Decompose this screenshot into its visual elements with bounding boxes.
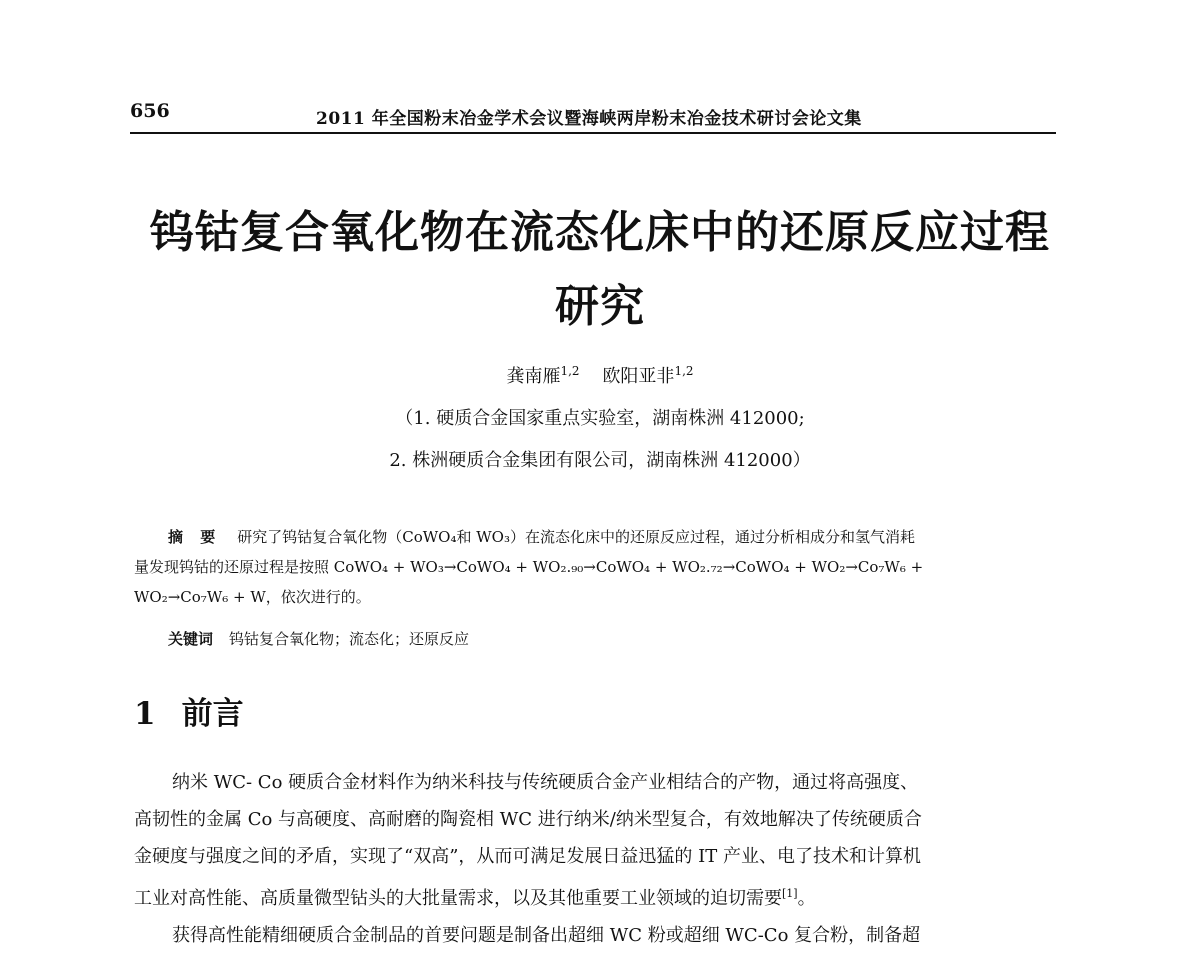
citation-ref[interactable]: [1] (782, 887, 798, 900)
section-heading (134, 688, 244, 733)
keywords (168, 628, 469, 649)
body-text-span: 。 (797, 888, 816, 909)
proceedings-title: 2011 年全国粉末冶金学术会议暨海峡两岸粉末冶金技术研讨会论文集 (316, 109, 862, 129)
body-line: 金硬度与强度之间的矛盾，实现了“双高”，从而可满足发展日益迅猛的 IT 产业、电了技术和计算机 (134, 846, 921, 867)
body-text-span: 工业对高性能、高质量微型钻头的大批量需求，以及其他重要工业领域的迫切需要 (134, 888, 782, 909)
affiliation-line: 2. 株洲硬质合金集团有限公司，湖南株洲 412000） (389, 450, 811, 471)
abstract-line: 量发现钨钴的还原过程是按照 CoWO₄ + WO₃→CoWO₄ + WO₂.₉₀→CoWO₄ + WO₂.₇₂→CoWO₄ + WO₂→Co₇W₆ + (134, 558, 924, 576)
body-line: 获得高性能精细硬质合金制品的首要问题是制备出超细 WC 粉或超细 WC-Co 复合粉，制备超 (172, 925, 921, 946)
author-name: 欧阳亚非 (602, 366, 675, 387)
author-affiliation-mark: 1,2 (674, 364, 694, 378)
abstract (134, 522, 1058, 612)
author-list (0, 362, 1200, 388)
abstract-label: 摘 要 (168, 528, 222, 546)
page-number: 656 (130, 100, 170, 122)
body-line (134, 875, 1058, 917)
abstract-line (134, 522, 1058, 552)
body-text (134, 764, 1058, 954)
paper-title (100, 196, 1100, 344)
body-line: 高韧性的金属 Co 与高硬度、高耐磨的陶瓷相 WC 进行纳米/纳米型复合，有效地解决了传统硬质合 (134, 809, 922, 830)
section-title: 前言 (181, 696, 244, 732)
affiliation-line: （1. 硬质合金国家重点实验室，湖南株洲 412000; (395, 408, 805, 429)
author-name: 龚南雁 (506, 366, 561, 387)
body-line: 纳米 WC- Co 硬质合金材料作为纳米科技与传统硬质合金产业相结合的产物，通过将高强度、 (172, 772, 919, 793)
paper-title-line1: 钨钴复合氧化物在流态化床中的还原反应过程 (150, 207, 1050, 258)
keywords-text: 钨钴复合氧化物；流态化；还原反应 (229, 630, 470, 648)
keywords-label: 关键词 (168, 630, 214, 648)
abstract-line: WO₂→Co₇W₆ + W，依次进行的。 (134, 588, 371, 606)
running-header (130, 96, 1056, 134)
abstract-text: 研究了钨钴复合氧化物（CoWO₄和 WO₃）在流态化床中的还原反应过程，通过分析相成分和氢气消耗 (237, 528, 915, 546)
section-number: 1 (134, 696, 156, 732)
paper-title-line2: 研究 (555, 281, 645, 332)
author-affiliation-mark: 1,2 (560, 364, 580, 378)
